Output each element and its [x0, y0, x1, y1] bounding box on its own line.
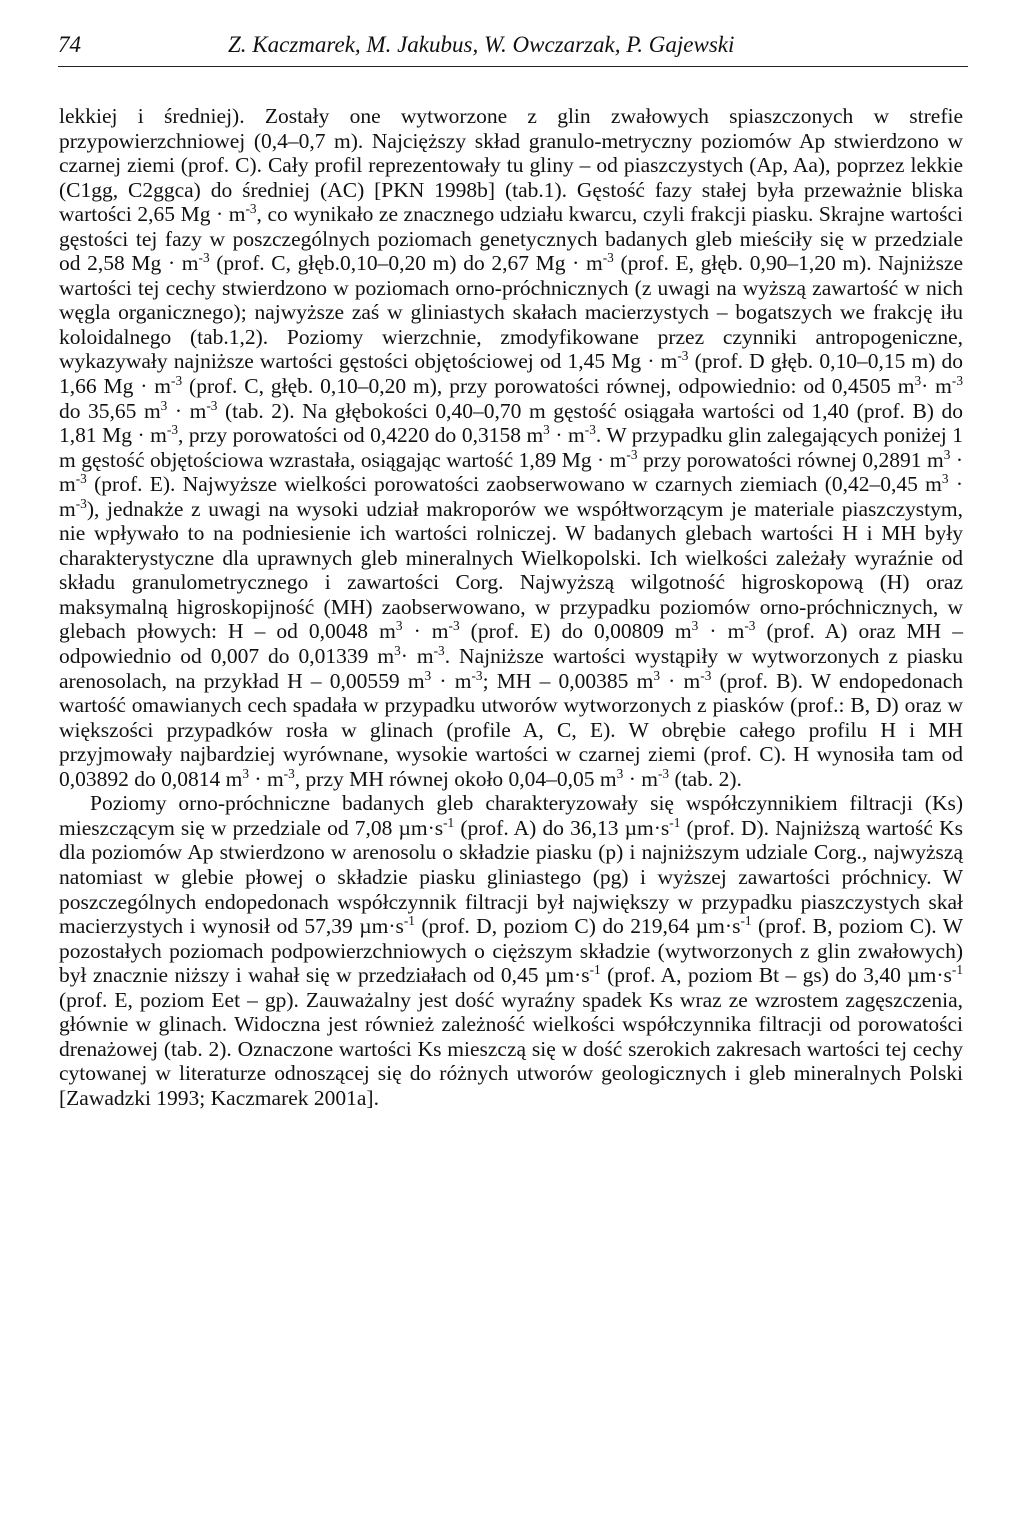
superscript-exponent: -3 [245, 201, 257, 217]
text-run: · m [59, 447, 963, 497]
text-run: · m [921, 374, 952, 399]
text-run: do 35,65 m [59, 398, 161, 423]
superscript-exponent: -3 [198, 250, 210, 266]
superscript-exponent: -3 [626, 446, 638, 462]
superscript-exponent: -3 [448, 618, 460, 634]
paragraph-physical-properties [59, 104, 963, 791]
text-run: · m [431, 668, 472, 693]
text-run: (prof. E, głęb. 0,90–1,20 m). Najniższe wartości tej cechy stwierdzono w poziomach orno-próchnicznych (z uwagi na wyższą zawartość w nich węgla organicznego); najwyższe zaś w gliniastych skałach macierzystych – bogatszych we frakcję iłu koloidalnego (tab.1,2). Poziomy wierzchnie, zmodyfikowane przez czynniki antropogeniczne, wykazywały najniższe wartości gęstości objętościowej od 1,45 Mg · m [59, 251, 964, 374]
superscript-exponent: 3 [616, 765, 624, 781]
text-run: (prof. D, poziom C) do 219,64 µm·s [414, 914, 741, 939]
superscript-exponent: -3 [75, 471, 87, 487]
superscript-exponent: 3 [653, 667, 660, 683]
text-run: (prof. B, poziom C). W pozostałych poziomach podpowierzchniowych o cięższym składzie (wytworzonych z glin zwałowych) był znacznie niższy i wahał się w przedziałach od 0,45 µm·s [59, 914, 963, 988]
text-run: (prof. C, głęb. 0,10–0,20 m), przy porowatości równej, odpowiednio: od 0,4505 m [182, 374, 915, 399]
superscript-exponent: 3 [914, 372, 922, 388]
text-run: (tab. 2). Na głębokości 0,40–0,70 m gęstość osiągała wartości od 1,40 (prof. B) do 1,81 Mg · m [59, 398, 963, 448]
text-run: przy porowatości równej 0,2891 m [637, 447, 944, 472]
text-run: . Najniższe wartości wystąpiły w wytworzonych z piasku arenosolach, na przykład H – 0,00559 m [59, 644, 963, 693]
superscript-exponent: -1 [951, 961, 963, 977]
text-run: ; MH – 0,00385 m [482, 668, 654, 693]
superscript-exponent: 3 [941, 471, 949, 487]
superscript-exponent: -1 [443, 814, 455, 830]
text-run: (prof. E) do 0,00809 m [459, 619, 692, 644]
superscript-exponent: 3 [424, 667, 432, 683]
superscript-exponent: -1 [740, 912, 752, 928]
text-run: (prof. A) oraz MH – odpowiednio od 0,007 do 0,01339 m [59, 619, 963, 669]
superscript-exponent: 3 [160, 397, 168, 413]
running-header [58, 30, 968, 67]
superscript-exponent: -1 [403, 912, 415, 928]
text-run: · m [698, 619, 745, 644]
superscript-exponent: -3 [433, 642, 445, 658]
text-run: (prof. D głęb. 0,10–0,15 m) do 1,66 Mg · m [59, 349, 964, 399]
text-run: (tab. 2). [669, 766, 742, 791]
superscript-exponent: -3 [602, 250, 614, 266]
superscript-exponent: -3 [171, 372, 183, 388]
superscript-exponent: -3 [657, 765, 670, 781]
text-run: · m [59, 472, 963, 521]
superscript-exponent: 3 [543, 421, 550, 437]
text-run: , przy MH równej około 0,04–0,05 m [294, 766, 617, 791]
superscript-exponent: -3 [677, 348, 689, 364]
superscript-exponent: 3 [943, 446, 951, 462]
text-run: (prof. B). W endopedonach wartość omawianych cech spadała w przypadku utworów wytworzonych z piasków (prof.: B, D) oraz w większości przypadków rosła w glinach (profile A, C, E). W obrębie całego profilu H i MH przyjmowały najbardziej wyrównane, wysokie wartości w czarnej ziemi (prof. C). H wynosiła tam od 0,03892 do 0,0814 m [59, 668, 964, 791]
superscript-exponent: -3 [744, 618, 756, 634]
superscript-exponent: -3 [584, 421, 596, 437]
text-run: , przy porowatości od 0,4220 do 0,3158 m [178, 423, 544, 448]
superscript-exponent: -3 [471, 667, 483, 683]
text-run: (prof. E, poziom Eet – gp). Zauważalny jest dość wyraźny spadek Ks wraz ze wzrostem zagęszczenia, głównie w glinach. Widoczna jest również zależność wielkości współczynnika filtracji od porowatości drenażowej (tab. 2). Oznaczone wartości Ks mieszczą się w dość szerokich zakresach wartości tej cechy cytowanej w literaturze odnoszącej się do różnych utworów geologicznych i gleb mineralnych Polski [Zawadzki 1993; Kaczmarek 2001a]. [59, 987, 963, 1110]
text-run: · m [400, 644, 434, 669]
text-run: · m [402, 619, 449, 644]
superscript-exponent: -1 [669, 814, 681, 830]
text-run: · m [659, 668, 701, 693]
superscript-exponent: -3 [700, 667, 712, 683]
text-run: · m [549, 423, 585, 448]
text-run: . W przypadku glin zalegających poniżej 1 m gęstość objętościowa wzrastała, osiągając wartość 1,89 Mg · m [59, 423, 963, 472]
paragraph-filtration-coefficient [59, 791, 963, 1110]
text-run: lekkiej i średniej). Zostały one wytworzone z glin zwałowych spiaszczonych w strefie przypowierzchniowej (0,4–0,7 m). Najcięższy skład granulo-metryczny poziomów Ap stwierdzono w czarnej ziemi (prof. C). Cały profil reprezentowały tu gliny – od piaszczystych (Ap, Aa), poprzez lekkie (C1gg, C2ggca) do średniej (AC) [PKN 1998b] (tab.1). Gęstość fazy stałej była przeważnie bliska wartości 2,65 Mg · m [59, 104, 963, 227]
superscript-exponent: -3 [166, 421, 178, 437]
text-run: (prof. E). Najwyższe wielkości porowatości zaobserwowano w czarnych ziemiach (0,42–0,45 m [86, 472, 942, 497]
superscript-exponent: 3 [395, 618, 403, 634]
superscript-exponent: -3 [206, 397, 218, 413]
superscript-exponent: 3 [691, 618, 699, 634]
text-run: · m [167, 398, 207, 423]
superscript-exponent: -3 [283, 765, 295, 781]
text-run: Poziomy orno-próchniczne badanych gleb charakteryzowały się współczynnikiem filtracji (Ks) mieszczącym się w przedziale od 7,08 µm·s [59, 791, 963, 840]
text-run: (prof. C, głęb.0,10–0,20 m) do 2,67 Mg · m [209, 251, 603, 276]
superscript-exponent: 3 [394, 642, 401, 658]
superscript-exponent: -1 [589, 961, 601, 977]
superscript-exponent: 3 [242, 765, 250, 781]
running-header-authors: Z. Kaczmarek, M. Jakubus, W. Owczarzak, P. Gajewski [228, 32, 735, 57]
text-run: (prof. A, poziom Bt – gs) do 3,40 µm·s [600, 963, 952, 988]
text-run: · m [249, 766, 284, 791]
text-run: · m [623, 766, 658, 791]
superscript-exponent: -3 [951, 372, 964, 388]
text-run: (prof. D). Najniższą wartość Ks dla poziomów Ap stwierdzono w arenosolu o składzie piasku (p) i najniższym udziale Corg., najwyższą natomiast w glebie płowej o składzie piasku gliniastego (pg) i wyższej zawartości próchnicy. W poszczególnych endopedonach współczynnik filtracji był największy w przypadku piaszczystych skał macierzystych i wynosił od 57,39 µm·s [59, 815, 963, 939]
page-number: 74 [58, 32, 81, 57]
text-run: , co wynikało ze znacznego udziału kwarcu, czyli frakcji piasku. Skrajne wartości gęstości tej fazy w poszczególnych poziomach genetycznych badanych gleb mieściły się w przedziale od 2,58 Mg · m [59, 202, 963, 276]
text-run: (prof. A) do 36,13 µm·s [454, 815, 670, 840]
text-run: ), jednakże z uwagi na wysoki udział makroporów we współtworzącym je materiale piaszczystym, nie wpływało to na podniesienie ich wartości rolniczej. W badanych glebach wartości H i MH były charakterystyczne dla uprawnych gleb mineralnych Wielkopolski. Ich wielkości zależały wyraźnie od składu granulometrycznego i zawartości Corg. Najwyższą wilgotność higroskopową (H) oraz maksymalną higroskopijność (MH) zaobserwowano, w przypadku poziomów orno-próchnicznych, w glebach płowych: H – od 0,0048 m [59, 496, 963, 644]
body-text [59, 104, 963, 1110]
superscript-exponent: -3 [75, 495, 87, 511]
